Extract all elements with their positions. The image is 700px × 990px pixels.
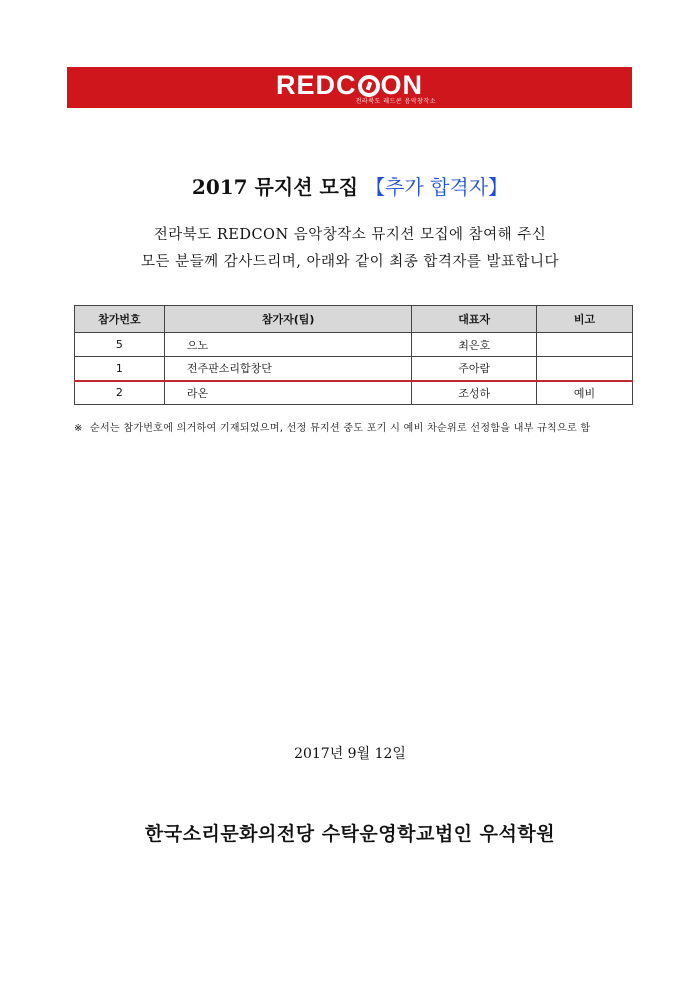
header-remarks: 비고	[537, 306, 633, 333]
logo-subtitle: 전라북도 레드콘 음악창작소	[355, 98, 436, 105]
reference-mark-icon: ※	[74, 423, 83, 434]
table-row	[75, 333, 633, 357]
header-number: 참가번호	[75, 306, 165, 333]
cell-remarks	[537, 357, 633, 381]
footnote-text: 순서는 참가번호에 의거하여 기재되었으며, 선정 뮤지션 중도 포기 시 예비 차순위로 선정함을 내부 규칙으로 함	[90, 423, 591, 434]
cell-participant: 전주판소리합창단	[164, 357, 412, 381]
cell-number: 1	[75, 357, 165, 381]
cell-number: 5	[75, 333, 165, 357]
cell-representative: 최은호	[412, 333, 537, 357]
cell-participant: 라온	[164, 381, 412, 405]
logo-text-left: RED	[275, 70, 336, 100]
cell-representative: 주아람	[412, 357, 537, 381]
results-table	[74, 305, 633, 405]
header-representative: 대표자	[412, 306, 537, 333]
redcon-logo	[67, 70, 632, 100]
intro-line-1: 전라북도 REDCON 음악창작소 뮤지션 모집에 참여해 주신	[153, 227, 547, 243]
cell-remarks	[537, 333, 633, 357]
cell-participant: 으노	[164, 333, 412, 357]
table-row	[75, 357, 633, 381]
logo-c-letter: C	[336, 70, 357, 100]
table-header-row	[75, 306, 633, 333]
logo-ring-icon	[358, 75, 380, 97]
cell-representative: 조성하	[412, 381, 537, 405]
header-banner	[67, 67, 632, 108]
footnote	[74, 419, 636, 438]
header-participant: 참가자(팀)	[164, 306, 412, 333]
organization-name: 한국소리문화의전당 수탁운영학교법인 우석학원	[144, 823, 556, 845]
title-main: 2017 뮤지션 모집	[191, 175, 359, 199]
announcement-date: 2017년 9월 12일	[294, 746, 406, 762]
logo-text-right: ON	[380, 70, 423, 100]
title-highlight: 【추가 합격자】	[365, 175, 509, 199]
intro-line-2: 모든 분들께 감사드리며, 아래와 같이 최종 합격자를 발표합니다	[140, 254, 560, 270]
cell-number: 2	[75, 381, 165, 405]
table-row	[75, 381, 633, 405]
page-title	[0, 173, 700, 201]
cell-remarks: 예비	[537, 381, 633, 405]
